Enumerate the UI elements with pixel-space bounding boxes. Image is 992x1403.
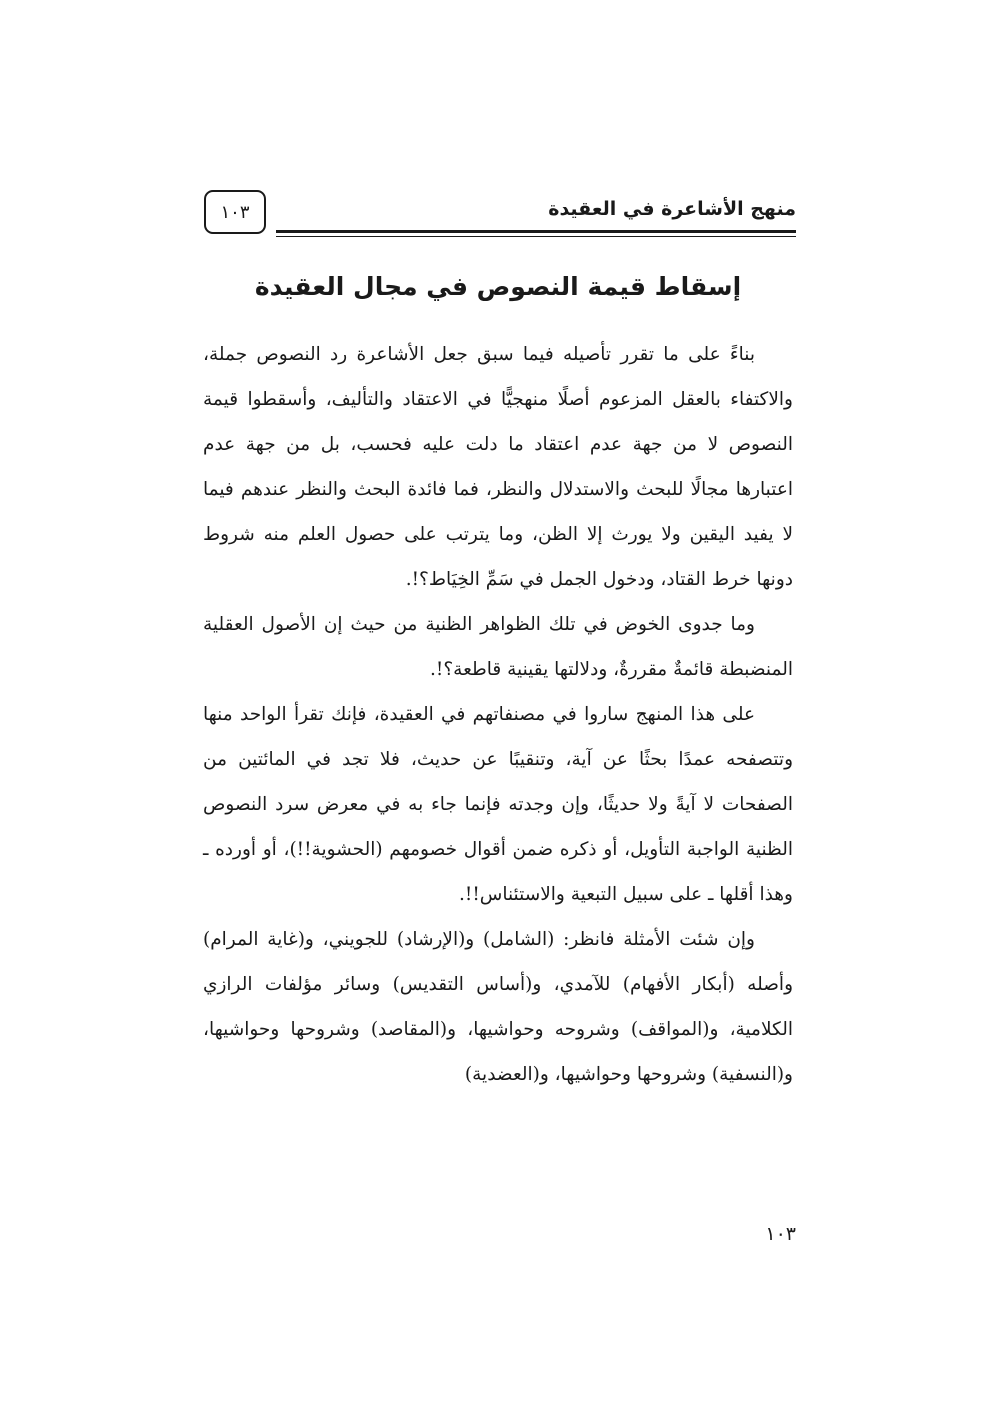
header-rule-thin [276, 236, 796, 237]
running-header [200, 190, 796, 240]
header-rule-thick [276, 230, 796, 233]
paragraph: وإن شئت الأمثلة فانظر: (الشامل) و(الإرشاد) للجويني، و(غاية المرام) وأصله (أبكار الأفهام) للآمدي، و(أساس التقديس) وسائر مؤلفات الرازي الكلامية، و(المواقف) وشروحه وحواشيها، و(المقاصد) وشروحها وحواشيها، و(النسفية) وشروحها وحواشيها، و(العضدية) [203, 929, 793, 1085]
section-title: إسقاط قيمة النصوص في مجال العقيدة [254, 272, 742, 301]
header-page-number-box: ١٠٣ [204, 190, 266, 234]
page-number: ١٠٣ [765, 1223, 796, 1245]
paragraph: على هذا المنهج ساروا في مصنفاتهم في العقيدة، فإنك تقرأ الواحد منها وتتصفحه عمدًا بحثًا عن آية، وتنقيبًا عن حديث، فلا تجد في المائتين من الصفحات لا آيةً ولا حديثًا، وإن وجدته فإنما جاء به في معرض سرد النصوص الظنية الواجبة التأويل، أو ذكره ضمن أقوال خصومهم (الحشوية!!)، أو أورده ـ وهذا أقلها ـ على سبيل التبعية والاستئناس!!. [203, 704, 793, 905]
header-title: منهج الأشاعرة في العقيدة [548, 198, 796, 220]
body-text [203, 332, 793, 1097]
paragraph: بناءً على ما تقرر تأصيله فيما سبق جعل الأشاعرة رد النصوص جملة، والاكتفاء بالعقل المزعوم أصلًا منهجيًّا في الاعتقاد والتأليف، وأسقطوا قيمة النصوص لا من جهة عدم اعتقاد ما دلت عليه فحسب، بل من جهة عدم اعتبارها مجالًا للبحث والاستدلال والنظر، فما فائدة البحث والنظر عندهم فيما لا يفيد اليقين ولا يورث إلا الظن، وما يترتب على حصول العلم منه شروط دونها خرط القتاد، ودخول الجمل في سَمِّ الخِيَاط؟!. [203, 344, 793, 590]
paragraph: وما جدوى الخوض في تلك الظواهر الظنية من حيث إن الأصول العقلية المنضبطة قائمةٌ مقررةٌ، ودلالتها يقينية قاطعة؟!. [203, 614, 793, 680]
